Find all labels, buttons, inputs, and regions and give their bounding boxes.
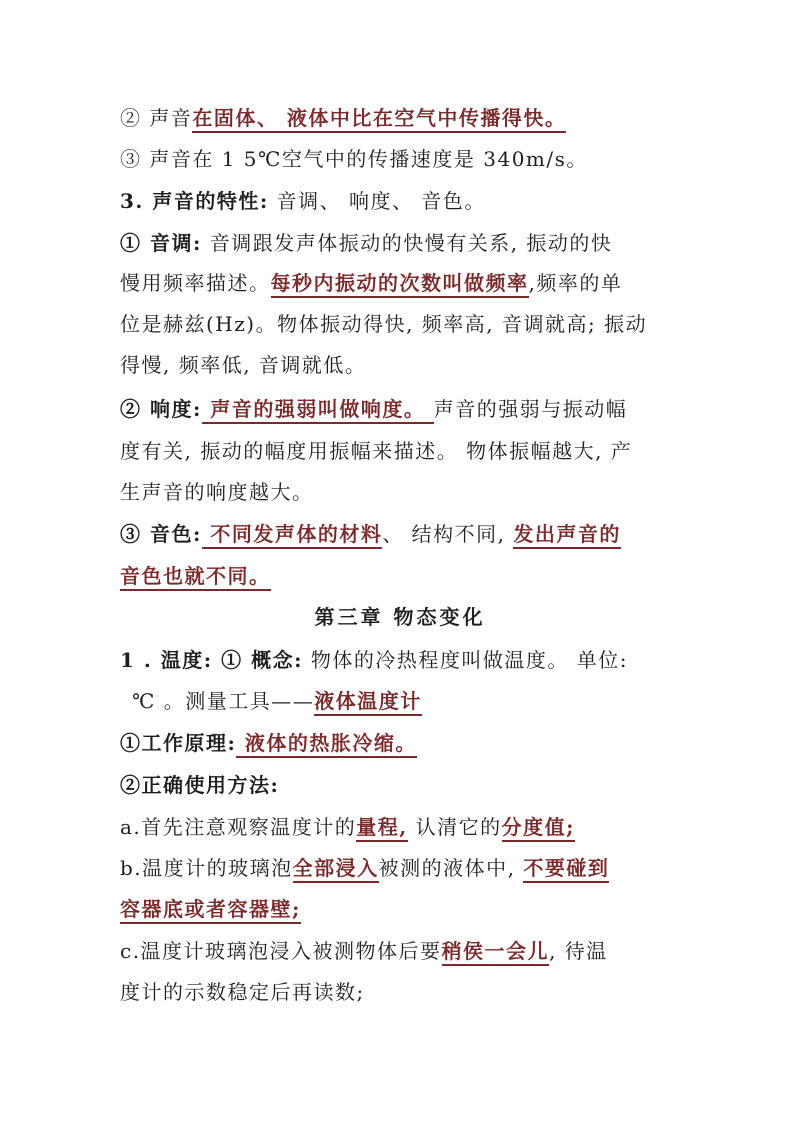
- usage-step-a: a.首先注意观察温度计的量程, 认清它的分度值;: [120, 812, 680, 842]
- answer-underline: 发出声音的: [513, 522, 621, 549]
- answer-underline: 分度值;: [502, 815, 575, 842]
- answer-underline: 量程,: [356, 815, 407, 842]
- answer-underline: 不同发声体的材料: [202, 522, 382, 549]
- sound-characteristics-heading: 3. 声音的特性: 音调、 响度、 音色。: [120, 189, 486, 213]
- chapter-title: 第三章 物态变化: [314, 605, 486, 629]
- answer-underline: 液体的热胀冷缩。: [236, 731, 416, 758]
- timbre-line-2: [120, 561, 680, 591]
- usage-heading: ②正确使用方法:: [120, 773, 280, 797]
- usage-step-b-1: b.温度计的玻璃泡全部浸入被测的液体中, 不要碰到: [120, 853, 680, 883]
- pitch-line-4: 得慢, 频率低, 音调就低。: [120, 353, 367, 377]
- working-principle-line: ①工作原理: 液体的热胀冷缩。: [120, 728, 680, 758]
- temperature-unit-line: ℃ 。测量工具——液体温度计: [132, 686, 680, 716]
- circled-number: ②: [120, 106, 142, 130]
- answer-underline: 声音的强弱叫做响度。: [202, 397, 434, 424]
- temperature-concept-line: 1 . 温度: ① 概念: 物体的冷热程度叫做温度。 单位:: [120, 648, 628, 672]
- answer-underline: 容器底或者容器壁;: [120, 897, 301, 924]
- answer-underline: 不要碰到: [523, 856, 609, 883]
- answer-underline: 稍侯一会儿: [442, 939, 550, 966]
- pitch-line-1: ① 音调: 音调跟发声体振动的快慢有关系, 振动的快: [120, 231, 613, 255]
- usage-step-b-2: [120, 894, 680, 924]
- loudness-line-2: 度有关, 振动的幅度用振幅来描述。 物体振幅越大, 产: [120, 439, 633, 463]
- usage-step-c-2: 度计的示数稳定后再读数;: [120, 980, 365, 1004]
- pitch-line-3: 位是赫兹(Hz)。物体振动得快, 频率高, 音调就高; 振动: [120, 312, 648, 336]
- pitch-line-2: 慢用频率描述。每秒内振动的次数叫做频率,频率的单: [120, 268, 680, 298]
- answer-underline: 每秒内振动的次数叫做频率: [271, 271, 529, 298]
- sound-solid-liquid-line: ② 声音在固体、 液体中比在空气中传播得快。: [120, 103, 680, 133]
- answer-underline: 全部浸入: [293, 856, 379, 883]
- loudness-line-1: ② 响度: 声音的强弱叫做响度。 声音的强弱与振动幅: [120, 394, 680, 424]
- timbre-line-1: ③ 音色: 不同发声体的材料、 结构不同, 发出声音的: [120, 519, 680, 549]
- answer-underline: 液体温度计: [314, 689, 422, 716]
- loudness-line-3: 生声音的响度越大。: [120, 480, 314, 504]
- sound-speed-line: ③ 声音在 1 5℃空气中的传播速度是 340m/s。: [120, 147, 588, 171]
- answer-underline: 音色也就不同。: [120, 564, 271, 591]
- circled-number: ③: [120, 147, 142, 171]
- usage-step-c-1: c.温度计玻璃泡浸入被测物体后要稍侯一会儿, 待温: [120, 936, 680, 966]
- answer-underline: 在固体、 液体中比在空气中传播得快。: [192, 106, 566, 133]
